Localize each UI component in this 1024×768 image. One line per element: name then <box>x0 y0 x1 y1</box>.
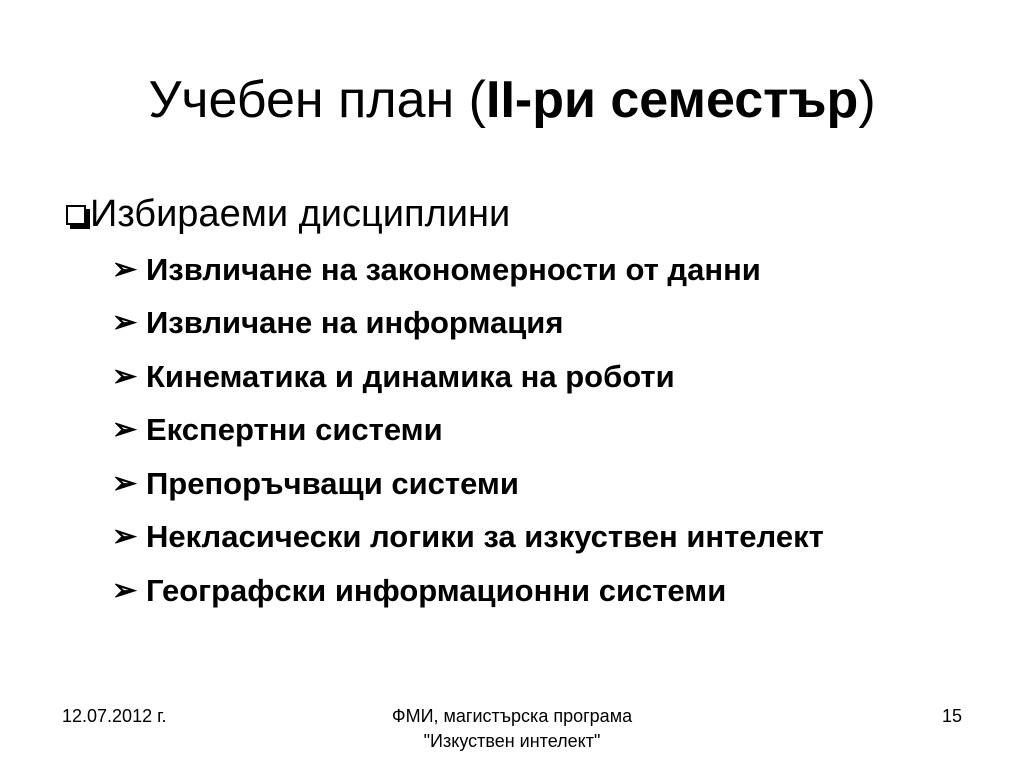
list-item <box>112 564 824 618</box>
course-label: Географски информационни системи <box>146 572 727 608</box>
course-label: Кинематика и динамика на роботи <box>146 358 675 394</box>
list-item <box>112 457 824 511</box>
list-item <box>112 243 824 297</box>
course-label: Експертни системи <box>146 412 443 448</box>
title-prefix: Учебен план ( <box>148 71 486 129</box>
footer-program-line2: "Изкуствен интелект" <box>423 731 601 751</box>
arrow-bullet-icon: ➢ <box>112 359 138 393</box>
title-semester: II-ри семестър <box>486 71 859 129</box>
list-item <box>112 350 824 404</box>
arrow-bullet-icon: ➢ <box>112 520 138 554</box>
arrow-bullet-icon: ➢ <box>112 466 138 500</box>
arrow-bullet-icon: ➢ <box>112 252 138 286</box>
list-item <box>112 511 824 565</box>
footer-program-line1: ФМИ, магистърска програма <box>391 706 633 726</box>
footer-program <box>312 704 712 754</box>
course-list <box>112 243 824 618</box>
course-label: Извличане на информация <box>146 305 564 341</box>
arrow-bullet-icon: ➢ <box>112 306 138 340</box>
page-number: 15 <box>941 706 962 726</box>
course-label: Препоръчващи системи <box>146 465 519 501</box>
arrow-bullet-icon: ➢ <box>112 413 138 447</box>
section-heading-label: Избираеми дисциплини <box>90 193 511 235</box>
list-item <box>112 297 824 351</box>
course-label: Некласически логики за изкуствен интелект <box>146 519 824 555</box>
square-bullet-icon <box>66 205 86 225</box>
section-heading <box>62 186 510 242</box>
slide-title <box>0 60 1024 140</box>
arrow-bullet-icon: ➢ <box>112 573 138 607</box>
course-label: Извличане на закономерности от данни <box>146 251 761 287</box>
list-item <box>112 404 824 458</box>
title-suffix: ) <box>858 71 876 129</box>
footer-date: 12.07.2012 г. <box>62 706 167 726</box>
